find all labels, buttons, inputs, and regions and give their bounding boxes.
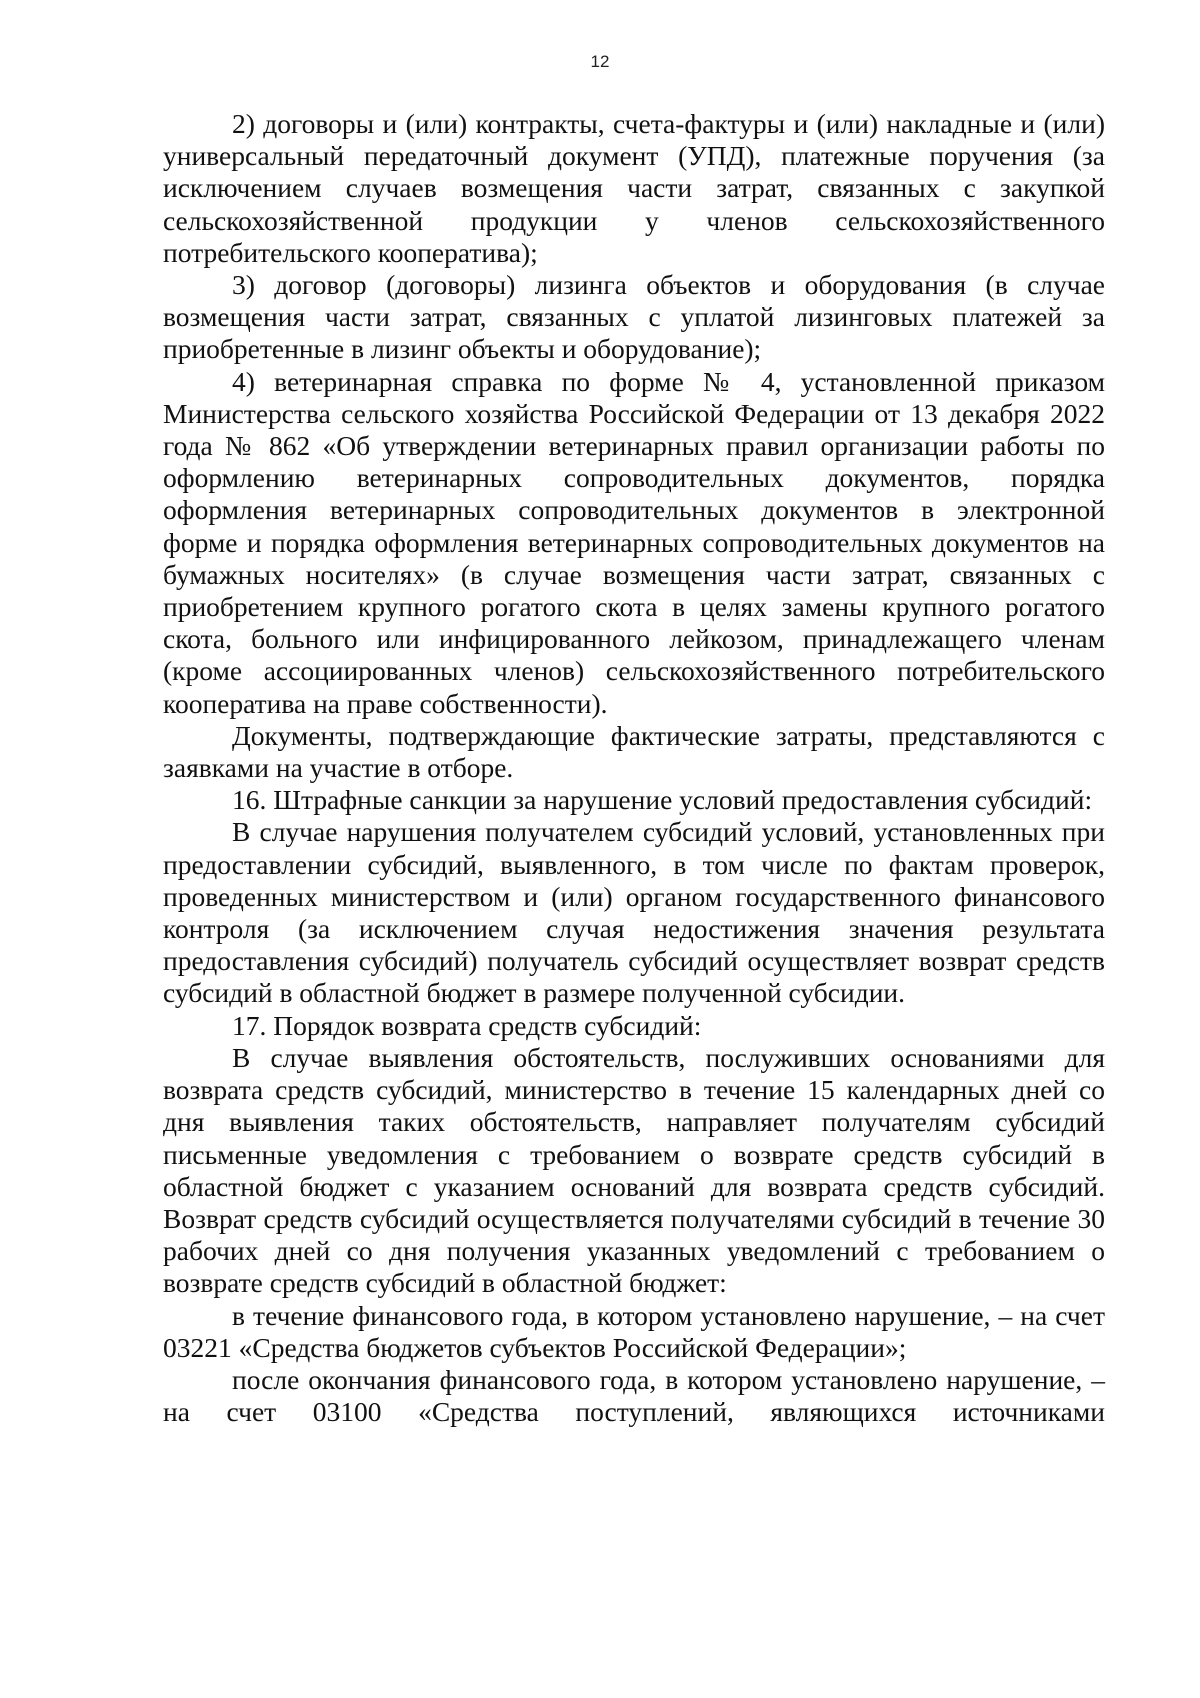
paragraph-current-year-account: в течение финансового года, в котором установлено нарушение, – на счет 03221 «Средства бюджетов субъектов Российской Федерации»;	[163, 1299, 1105, 1363]
paragraph-penalties: В случае нарушения получателем субсидий условий, установленных при предоставлении субсидий, выявленного, в том числе по фактам проверок, проведенных министерством и (или) органом государственного финансового контроля (за исключением случая недостижения значения результата предоставления субсидий) получатель субсидий осуществляет возврат средств субсидий в областной бюджет в размере полученной субсидии.	[163, 816, 1105, 1009]
section-16-heading: 16. Штрафные санкции за нарушение условий предоставления субсидий:	[232, 784, 1093, 816]
section-17-heading: 17. Порядок возврата средств субсидий:	[232, 1009, 702, 1041]
paragraph-item-4: 4) ветеринарная справка по форме № 4, установленной приказом Министерства сельского хозяйства Российской Федерации от 13 декабря 2022 года № 862 «Об утверждении ветеринарных правил организации работы по оформлению ветеринарных сопроводительных документов, порядка оформления ветеринарных сопроводительных документов в электронной форме и порядка оформления ветеринарных сопроводительных документов на бумажных носителях» (в случае возмещения части затрат, связанных с приобретением крупного рогатого скота в целях замены крупного рогатого скота, больного или инфицированного лейкозом, принадлежащего членам (кроме ассоциированных членов) сельскохозяйственного потребительского кооператива на праве собственности).	[163, 365, 1105, 719]
paragraph-documents: Документы, подтверждающие фактические затраты, представляются с заявками на участие в отборе.	[163, 719, 1105, 784]
paragraph-after-year-account: после окончания финансового года, в котором установлено нарушение, – на счет 03100 «Средства поступлений, являющихся источниками	[163, 1363, 1105, 1428]
page-number: 12	[590, 52, 610, 71]
document-body	[163, 108, 1105, 1428]
paragraph-item-3: 3) договор (договоры) лизинга объектов и оборудования (в случае возмещения части затрат, связанных с уплатой лизинговых платежей за приобретенные в лизинг объекты и оборудование);	[163, 269, 1105, 365]
paragraph-item-2: 2) договоры и (или) контракты, счета-фактуры и (или) накладные и (или) универсальный передаточный документ (УПД), платежные поручения (за исключением случаев возмещения части затрат, связанных с закупкой сельскохозяйственной продукции у членов сельскохозяйственного потребительского кооператива);	[163, 108, 1105, 268]
paragraph-return-procedure: В случае выявления обстоятельств, послуживших основаниями для возврата средств субсидий, министерство в течение 15 календарных дней со дня выявления таких обстоятельств, направляет получателям субсидий письменные уведомления с требованием о возврате средств субсидий в областной бюджет с указанием оснований для возврата средств субсидий. Возврат средств субсидий осуществляется получателями субсидий в течение 30 рабочих дней со дня получения указанных уведомлений с требованием о возврате средств субсидий в областной бюджет:	[163, 1041, 1105, 1299]
